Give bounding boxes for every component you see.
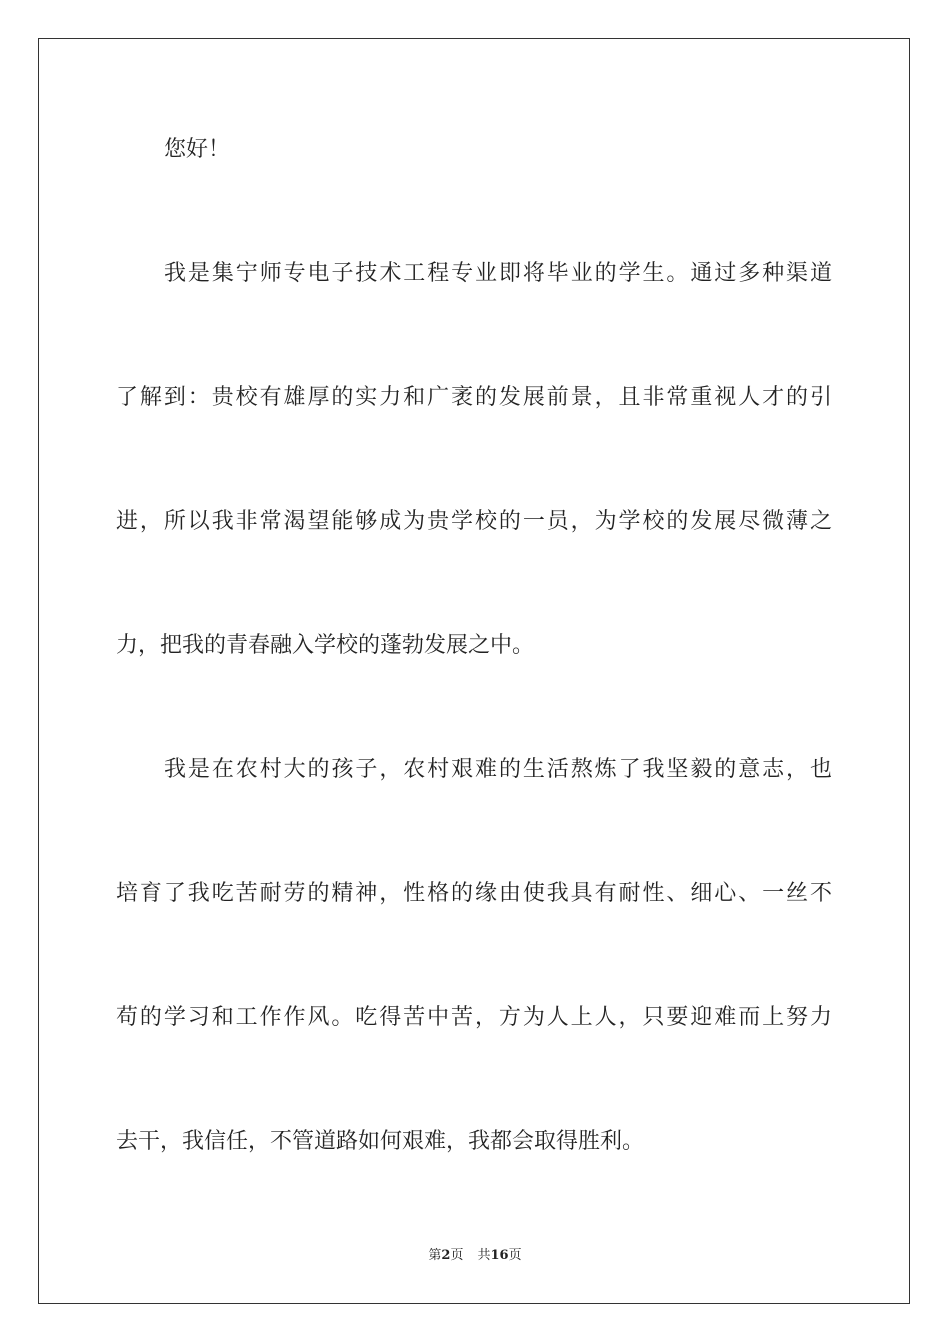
total-prefix: 共 — [477, 1248, 491, 1263]
greeting-line: 您好！ — [164, 137, 231, 162]
page-unit: 页 — [450, 1248, 464, 1263]
paragraph-2-line-2: 培育了我吃苦耐劳的精神，性格的缘由使我具有耐性、细心、一丝不 — [116, 881, 832, 906]
total-unit: 页 — [508, 1248, 522, 1263]
paragraph-2-line-3: 苟的学习和工作作风。吃得苦中苦，方为人上人，只要迎难而上努力 — [116, 1005, 832, 1030]
paragraph-1-line-3: 进，所以我非常渴望能够成为贵学校的一员，为学校的发展尽微薄之 — [116, 509, 832, 534]
total-pages: 16 — [490, 1248, 509, 1263]
paragraph-2-line-4: 去干，我信任，不管道路如何艰难，我都会取得胜利。 — [116, 1129, 645, 1154]
paragraph-1-line-2: 了解到：贵校有雄厚的实力和广袤的发展前景，且非常重视人才的引 — [116, 385, 832, 410]
paragraph-1-line-4: 力，把我的青春融入学校的蓬勃发展之中。 — [116, 633, 535, 658]
page-number: 2 — [441, 1248, 451, 1263]
paragraph-1-line-1: 我是集宁师专电子技术工程专业即将毕业的学生。通过多种渠道 — [164, 261, 832, 286]
page-footer — [0, 1247, 950, 1265]
page-border — [38, 38, 910, 1304]
paragraph-2-line-1: 我是在农村大的孩子，农村艰难的生活熬炼了我坚毅的意志，也 — [164, 757, 832, 782]
page-prefix: 第 — [428, 1248, 442, 1263]
